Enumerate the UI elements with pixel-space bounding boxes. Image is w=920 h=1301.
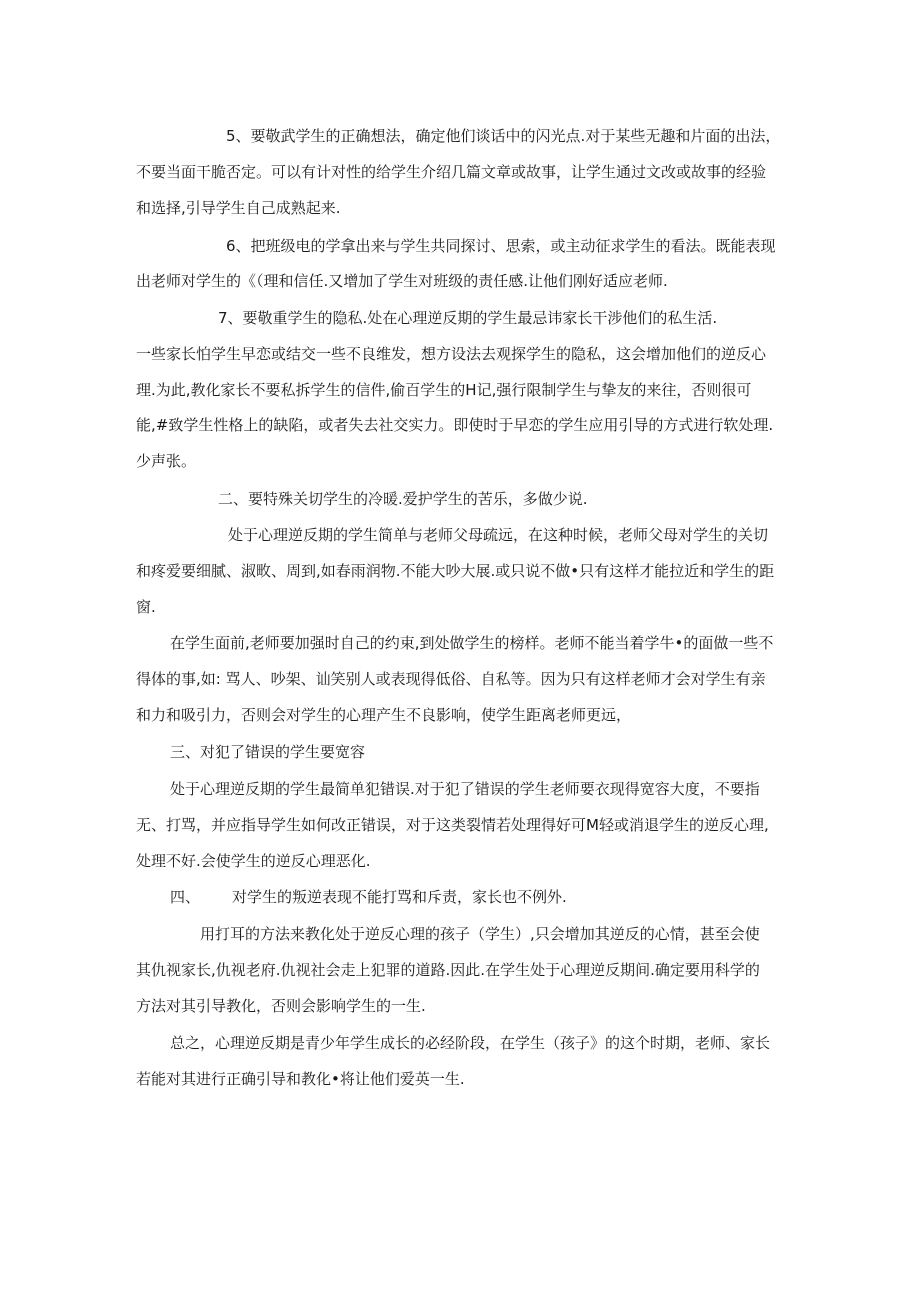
paragraph-5-line-1: 5、要敬武学生的正确想法，确定他们谈话中的闪光点.对于某些无趣和片面的出法， (226, 127, 781, 145)
paragraph-11-line-2: 其仇视家长,仇视老府.仇视社会走上犯罪的道路.因此.在学生处于心理逆反期间.确定要用科学的 (136, 961, 760, 979)
paragraph-8-line-2: 和疼爱要细腻、淑畋、周到,如春雨润物.不能大吵大展.或只说不做•只有这样才能拉近和学生的距 (136, 562, 775, 580)
paragraph-7-line-4: 能,#致学生性格上的缺陷，或者失去社交实力。即使时于早恋的学生应用引导的方式进行软处理. (136, 416, 774, 434)
paragraph-12-line-2: 若能对其进行正确引导和教化•将让他们爱英一生. (136, 1070, 465, 1088)
paragraph-5-line-3: 和选择,引导学生自己成熟起来. (136, 199, 341, 217)
paragraph-9-line-2: 得体的事,如: 骂人、吵架、讪笑别人或表现得低俗、自私等。因为只有这样老师才会对学生有亲 (136, 670, 766, 688)
section-heading-2: 二、要特殊关切学生的冷暖.爱护学生的苦乐，多做少说. (218, 490, 588, 508)
paragraph-6-line-1: 6、把班级电的学拿出来与学生共同探讨、思索，或主动征求学生的看法。既能表现 (226, 237, 776, 255)
paragraph-7-line-2: 一些家长怕学生早恋或结交一些不良维发，想方设法去观探学生的隐私，这会增加他们的逆反心 (136, 345, 767, 363)
paragraph-6-line-2: 出老师对学生的《（理和信任.又增加了学生对班级的责任感.让他们刚好适应老师. (136, 272, 668, 290)
paragraph-7-line-3: 理.为此,教化家长不要私拆学生的信件,偷百学生的H记,强行限制学生与挚友的来往，否则很可 (136, 381, 752, 399)
section-heading-3: 三、对犯了错误的学生要宽容 (170, 743, 366, 761)
paragraph-8-line-3: 窗. (136, 598, 156, 616)
paragraph-8-line-1: 处于心理逆反期的学生简单与老师父母疏远，在这种时候，老师父母对学生的关切 (228, 526, 769, 544)
paragraph-7-line-1: 7、要敬重学生的隐私.处在心理逆反期的学生最忌讳家长干涉他们的私生活. (218, 309, 718, 327)
paragraph-10-line-2: 无、打骂，并应指导学生如何改正错误，对于这类裂情若处理得好可M轻或消退学生的逆反心理, (136, 816, 769, 834)
paragraph-10-line-3: 处理不好.会使学生的逆反心理恶化. (136, 852, 371, 870)
paragraph-9-line-1: 在学生面前,老师要加强时自己的约束,到处做学生的榜样。老师不能当着学牛•的面做一些不 (170, 634, 774, 652)
paragraph-10-line-1: 处于心理逆反期的学生最简单犯错误.对于犯了错误的学生老师要衣现得宽容大度，不要指 (170, 780, 760, 798)
section-heading-4: 对学生的叛逆表现不能打骂和斥责，家长也不例外. (232, 888, 567, 906)
paragraph-5-line-2: 不要当面干脆否定。可以有计对性的给学生介绍几篇文章或故事，让学生通过文改或故事的经验 (136, 163, 767, 181)
paragraph-11-line-1: 用打耳的方法来教化处于逆反心理的孩子（学生）,只会增加其逆反的心情，甚至会使 (200, 925, 760, 943)
paragraph-12-line-1: 总之，心理逆反期是青少年学生成长的必经阶段，在学生（孩子》的这个时期，老师、家长 (170, 1034, 771, 1052)
paragraph-7-line-5: 少声张。 (136, 452, 197, 470)
section-heading-4-number: 四、 (170, 888, 201, 906)
paragraph-9-line-3: 和力和吸引力，否则会对学生的心理产生不良影响，使学生距离老师更远， (136, 706, 632, 724)
paragraph-11-line-3: 方法对其引导教化，否则会影响学生的一生. (136, 997, 426, 1015)
